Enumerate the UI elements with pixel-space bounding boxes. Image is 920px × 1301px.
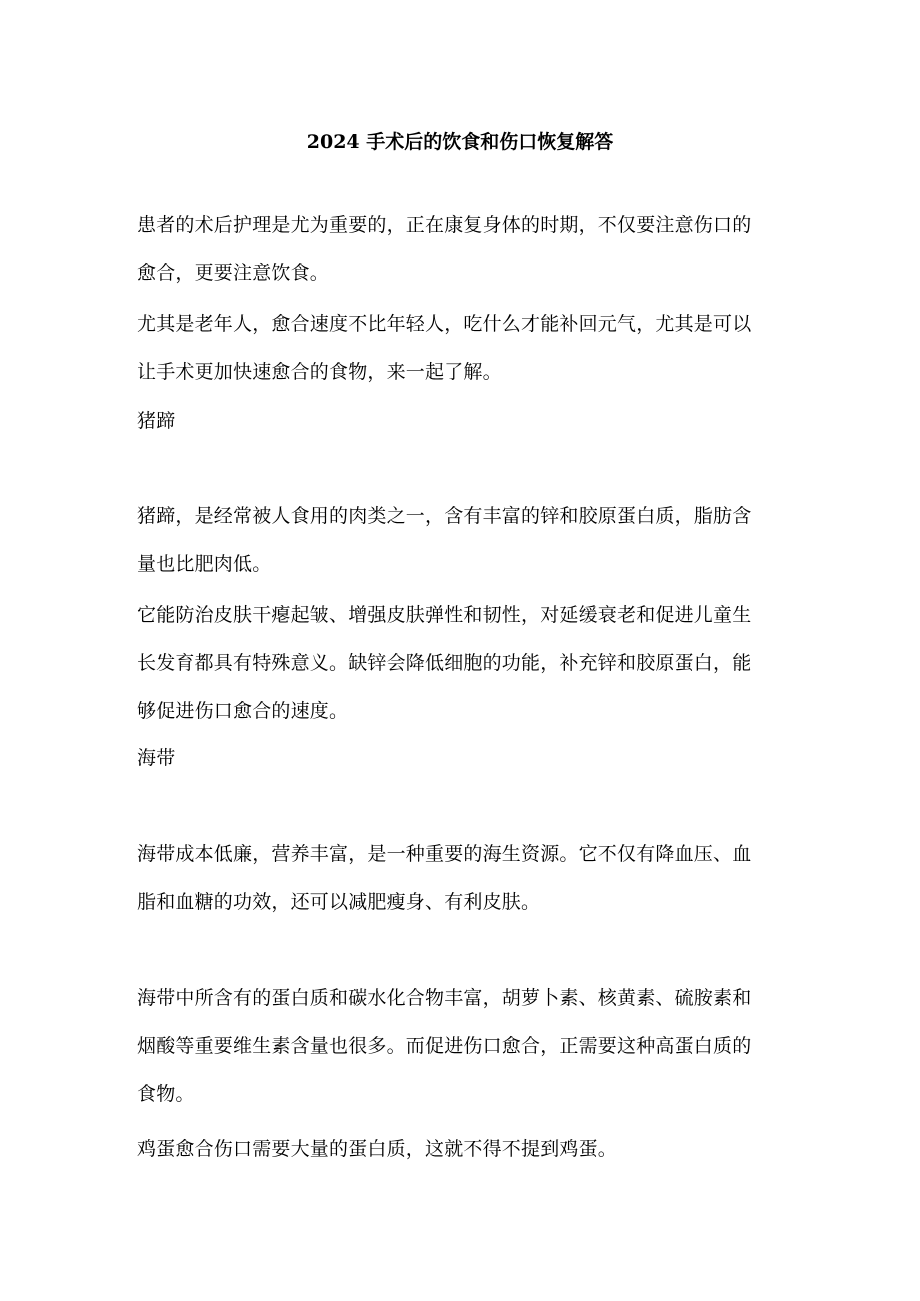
section-heading-kelp: 海带 [137, 747, 176, 769]
paragraph-line: 海带中所含有的蛋白质和碳水化合物丰富，胡萝卜素、核黄素、硫胺素和 [137, 987, 752, 1009]
paragraph-line: 鸡蛋愈合伤口需要大量的蛋白质，这就不得不提到鸡蛋。 [137, 1138, 618, 1160]
paragraph-line: 脂和血糖的功效，还可以减肥瘦身、有利皮肤。 [137, 891, 541, 913]
paragraph-line: 量也比肥肉低。 [137, 553, 272, 575]
paragraph-line: 食物。 [137, 1083, 195, 1105]
paragraph-line: 烟酸等重要维生素含量也很多。而促进伤口愈合，正需要这种高蛋白质的 [137, 1035, 752, 1057]
section-heading-pig-trotter: 猪蹄 [137, 410, 176, 432]
paragraph-line: 愈合，更要注意饮食。 [137, 262, 330, 284]
paragraph-line: 尤其是老年人，愈合速度不比年轻人，吃什么才能补回元气，尤其是可以 [137, 313, 752, 335]
paragraph-line: 够促进伤口愈合的速度。 [137, 700, 349, 722]
paragraph-line: 海带成本低廉，营养丰富，是一种重要的海生资源。它不仅有降血压、血 [137, 843, 752, 865]
paragraph-line: 患者的术后护理是尤为重要的，正在康复身体的时期，不仅要注意伤口的 [137, 214, 752, 236]
paragraph-line: 让手术更加快速愈合的食物，来一起了解。 [137, 361, 502, 383]
document-title: 2024 手术后的饮食和伤口恢复解答 [306, 131, 614, 153]
paragraph-line: 它能防治皮肤干瘪起皱、增强皮肤弹性和韧性，对延缓衰老和促进儿童生 [137, 604, 752, 626]
paragraph-line: 猪蹄，是经常被人食用的肉类之一，含有丰富的锌和胶原蛋白质，脂肪含 [137, 505, 752, 527]
paragraph-line: 长发育都具有特殊意义。缺锌会降低细胞的功能，补充锌和胶原蛋白，能 [137, 652, 752, 674]
